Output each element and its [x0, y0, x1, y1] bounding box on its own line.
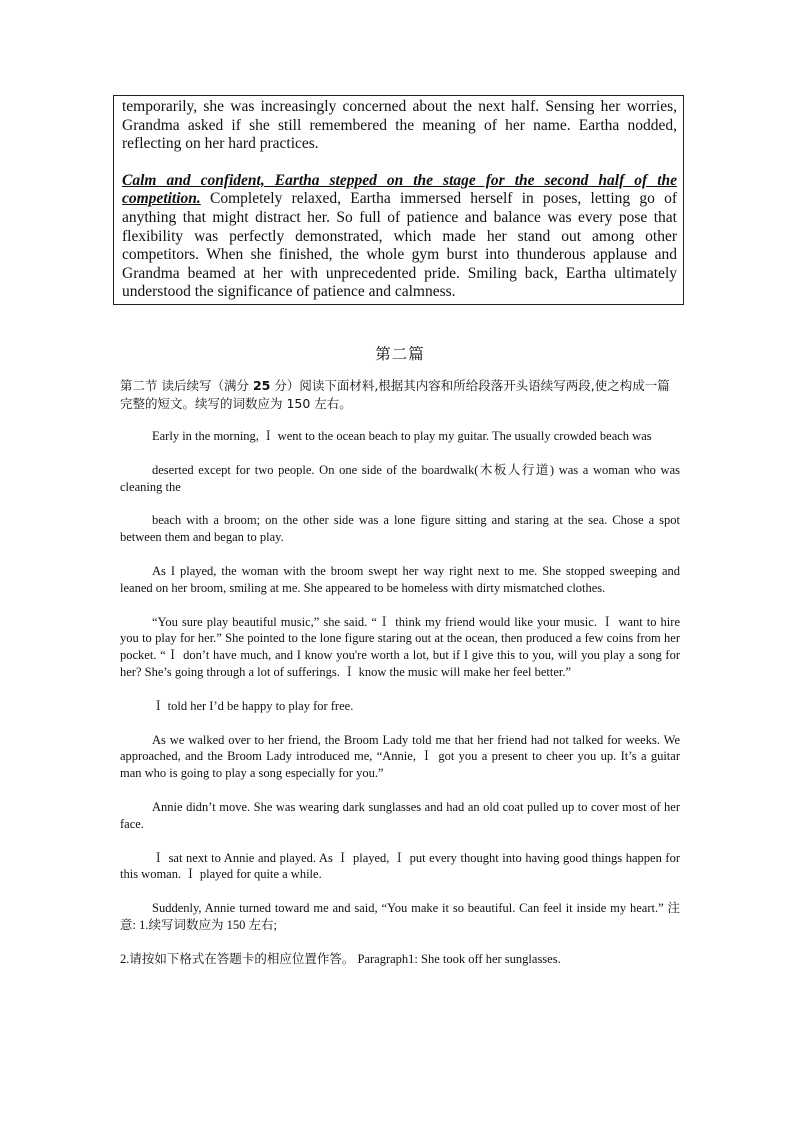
task-instructions — [120, 377, 680, 413]
story-paragraph: Suddenly, Annie turned toward me and said, “You make it so beautiful. Can feel it inside my heart.” 注意: 1.续写词数应为 150 左右; — [120, 901, 680, 932]
story-paragraph: Ｉ sat next to Annie and played. As Ｉ played, Ｉ put every thought into having good things happen for this woman. Ｉ played for quite a while. — [120, 850, 680, 882]
story-paragraph: Annie didn’t move. She was wearing dark sunglasses and had an old coat pulled up to cover most of her face. — [120, 799, 680, 831]
instructions-text-b: 分）阅读下面材料,根据其内容和所给段落开头语续写两段,使之构成一篇完整的短文。续写的词数应为 150 左右。 — [120, 378, 670, 411]
story-paragraph: “You sure play beautiful music,” she said. “Ｉ think my friend would like your music. Ｉ want to hire you to play for her.” She pointed to the lone figure staring out at the ocean, then produced a few coins from her pocket. “Ｉ don’t have much, and I know you're worth a lot, but if I give this to you, will you play a song for her? She’s going through a lot of sufferings. Ｉ know the music will make her feel better.” — [120, 614, 680, 679]
continuation-essay-box — [113, 95, 684, 305]
format-requirement: 2.请按如下格式在答题卡的相应位置作答。 Paragraph1: She took off her sunglasses. — [120, 951, 561, 966]
story-paragraph: beach with a broom; on the other side was a lone figure sitting and staring at the sea. Chose a spot between them and began to play. — [120, 513, 680, 545]
box-paragraph-2 — [122, 172, 677, 302]
story-paragraph: As we walked over to her friend, the Broom Lady told me that her friend had not talked for weeks. We approached, and the Broom Lady introduced me, “Annie, Ｉ got you a present to cheer you up. It’s a guitar man who is going to play a song especially for you.” — [120, 732, 680, 781]
instructions-text-a: 第二节 读后续写（满分 — [120, 378, 253, 393]
story-paragraph: Ｉ told her I’d be happy to play for free. — [152, 698, 354, 713]
story-text — [120, 428, 680, 985]
story-paragraph: Early in the morning, Ｉ went to the ocean beach to play my guitar. The usually crowded beach was — [152, 429, 652, 443]
story-paragraph: As I played, the woman with the broom swept her way right next to me. She stopped sweeping and leaned on her broom, smiling at me. She appeared to be homeless with dirty mismatched clothes. — [120, 563, 680, 595]
paragraph-lead-sentence: Calm and confident, Eartha stepped on the stage for the second half of the competition. — [122, 171, 677, 208]
box-paragraph-1: temporarily, she was increasingly concerned about the next half. Sensing her worries, Grandma asked if she still remembered the meaning of her name. Eartha nodded, reflecting on her hard practices. — [122, 98, 677, 153]
score-value: 25 — [252, 378, 271, 393]
box-paragraph-2-body: Completely relaxed, Eartha immersed herself in poses, letting go of anything that might distract her. So full of patience and balance was every pose that flexibility was perfectly demonstrated, which made her stand out among other competitors. When she finished, the whole gym burst into thunderous applause and Grandma beamed at her with unprecedented pride. Smiling back, Eartha ultimately understood the significance of patience and calmness. — [122, 190, 677, 301]
section-title: 第二篇 — [375, 345, 425, 363]
story-paragraph: deserted except for two people. On one side of the boardwalk(木板人行道) was a woman who was cleaning the — [120, 462, 680, 494]
